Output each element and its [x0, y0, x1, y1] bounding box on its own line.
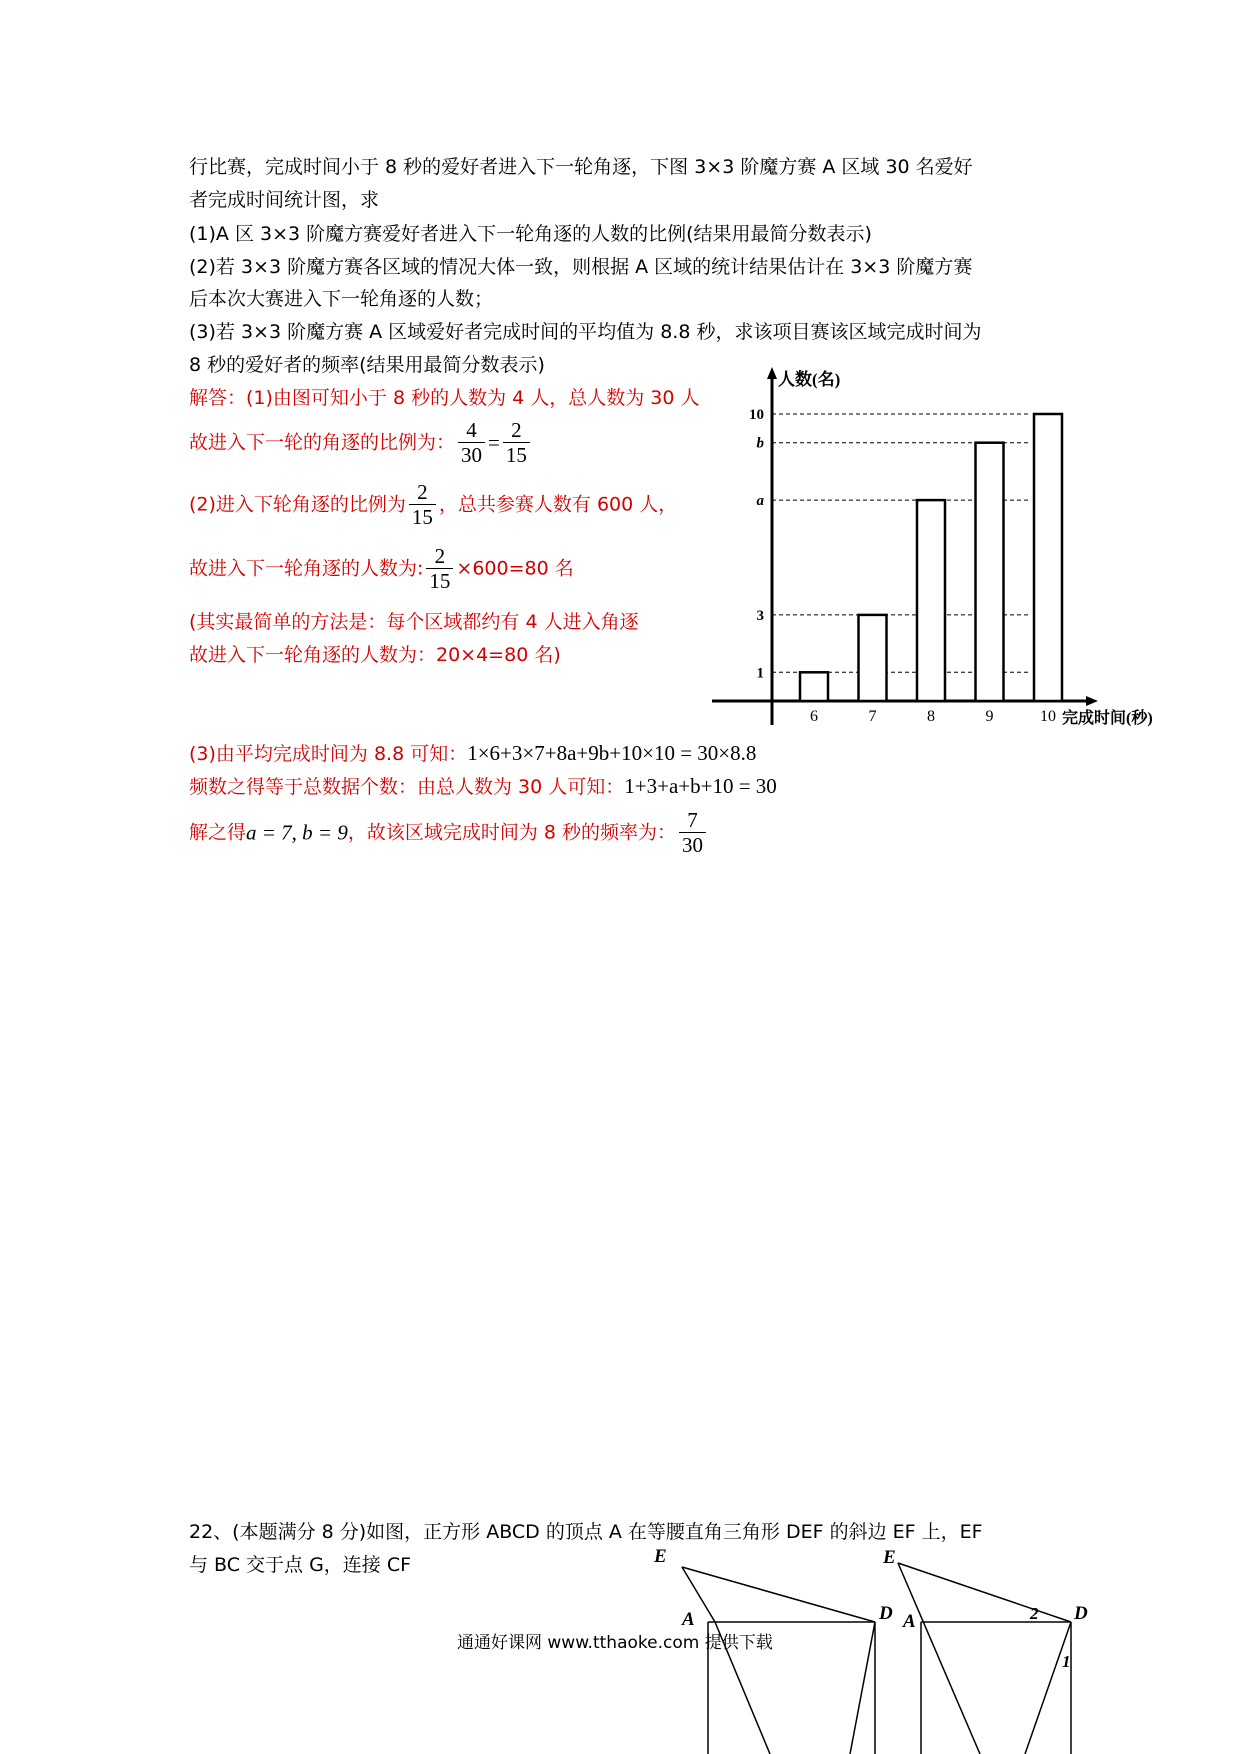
- answer-text: ×600=80 名: [456, 557, 574, 580]
- question-22-line: 22、(本题满分 8 分)如图，正方形 ABCD 的顶点 A 在等腰直角三角形 DEF 的斜边 EF 上，EF: [189, 1521, 983, 1543]
- fraction-numerator: 7: [687, 808, 698, 832]
- fraction-denominator: 15: [409, 504, 436, 529]
- point-label: D: [1074, 1603, 1088, 1624]
- x-tick-label: 6: [810, 708, 818, 725]
- line-ed: [682, 1567, 875, 1622]
- y-tick-label: a: [756, 493, 764, 510]
- fraction-denominator: 15: [426, 568, 453, 593]
- question-part-2: (2)若 3×3 阶魔方赛各区域的情况大体一致，则根据 A 区域的统计结果估计在 3×3 阶魔方赛: [189, 256, 973, 278]
- answer-part-3-result: [189, 808, 709, 857]
- fraction: [409, 480, 436, 529]
- answer-part-2: [189, 480, 677, 529]
- bar: [800, 672, 828, 701]
- equation: 1×6+3×7+8a+9b+10×10 = 30×8.8: [467, 741, 757, 765]
- angle-label: 2: [1030, 1604, 1039, 1623]
- equation: a = 7, b = 9: [246, 820, 348, 845]
- line-ef: [898, 1563, 980, 1754]
- answer-text: 故进入下一轮角逐的人数为:: [189, 557, 424, 580]
- question-part-1: (1)A 区 3×3 阶魔方赛爱好者进入下一轮角逐的人数的比例(结果用最简分数表示): [189, 223, 872, 245]
- y-tick-label: 1: [756, 665, 764, 682]
- bar: [859, 615, 887, 701]
- equation: 1+3+a+b+10 = 30: [624, 774, 777, 798]
- answer-text: 频数之得等于总数据个数：由总人数为 30 人可知：: [189, 776, 625, 798]
- x-axis-label: 完成时间(秒): [1062, 710, 1153, 727]
- question-line: 行比赛，完成时间小于 8 秒的爱好者进入下一轮角逐，下图 3×3 阶魔方赛 A 区域 30 名爱好: [189, 156, 973, 178]
- answer-part-3-sum: [189, 774, 777, 799]
- answer-part-2-result: [189, 544, 574, 593]
- fraction-numerator: 2: [417, 480, 428, 504]
- fraction: [679, 808, 706, 857]
- x-axis-arrow: [1086, 696, 1098, 706]
- answer-text: ，故该区域完成时间为 8 秒的频率为：: [347, 821, 677, 844]
- answer-part-1: 解答：(1)由图可知小于 8 秒的人数为 4 人，总人数为 30 人: [189, 387, 700, 409]
- bar-chart: [700, 365, 1180, 735]
- point-label: A: [682, 1609, 695, 1630]
- question-part-3-cont: 8 秒的爱好者的频率(结果用最简分数表示): [189, 354, 545, 376]
- y-tick-label: 10: [749, 407, 764, 423]
- fraction-denominator: 15: [503, 442, 530, 467]
- line-df: [850, 1622, 875, 1754]
- bar: [917, 500, 945, 701]
- fraction-numerator: 4: [466, 418, 477, 442]
- question-22-line: 与 BC 交于点 G，连接 CF: [189, 1554, 412, 1576]
- answer-text: (3)由平均完成时间为 8.8 可知：: [189, 743, 468, 765]
- y-axis-label: 人数(名): [778, 370, 841, 389]
- answer-part-1-ratio: [189, 418, 533, 467]
- answer-text: 解之得: [189, 821, 247, 844]
- bar: [976, 443, 1004, 701]
- fraction-denominator: 30: [458, 442, 485, 467]
- y-tick-label: 3: [756, 607, 764, 624]
- x-tick-label: 8: [927, 708, 935, 725]
- fraction: [458, 418, 485, 467]
- fraction-numerator: 2: [434, 544, 446, 568]
- answer-note-cont: 故进入下一轮角逐的人数为：20×4=80 名): [189, 644, 561, 666]
- answer-text: (2)进入下轮角逐的比例为: [189, 493, 406, 516]
- x-tick-label: 9: [985, 708, 994, 725]
- question-part-3: (3)若 3×3 阶魔方赛 A 区域爱好者完成时间的平均值为 8.8 秒，求该项目赛该区域完成时间为: [189, 321, 982, 343]
- fraction: [426, 544, 453, 593]
- answer-note: (其实最简单的方法是：每个区域都约有 4 人进入角逐: [189, 611, 639, 633]
- angle-label: 1: [1062, 1652, 1071, 1671]
- point-label: E: [883, 1547, 896, 1568]
- question-line: 者完成时间统计图，求: [189, 189, 380, 211]
- footer-source: 通通好课网 www.tthaoke.com 提供下载: [457, 1633, 773, 1653]
- answer-part-3: [189, 741, 756, 766]
- answer-text: ，总共参赛人数有 600 人，: [438, 493, 678, 516]
- point-label: D: [879, 1603, 893, 1624]
- y-axis-arrow: [767, 367, 777, 379]
- fraction-numerator: 2: [511, 418, 522, 442]
- fraction-denominator: 30: [679, 832, 706, 857]
- x-tick-label: 10: [1040, 708, 1056, 725]
- bar: [1034, 414, 1062, 701]
- answer-text: 故进入下一轮的角逐的比例为：: [189, 431, 456, 454]
- y-tick-label: b: [756, 435, 764, 452]
- question-part-2-cont: 后本次大赛进入下一轮角逐的人数；: [189, 288, 494, 310]
- fraction: [503, 418, 530, 467]
- x-tick-label: 7: [868, 708, 877, 725]
- point-label: E: [654, 1546, 667, 1567]
- point-label: A: [903, 1611, 916, 1632]
- line-df: [1025, 1622, 1071, 1754]
- equals-sign: =: [488, 430, 500, 455]
- line-ed: [898, 1563, 1071, 1622]
